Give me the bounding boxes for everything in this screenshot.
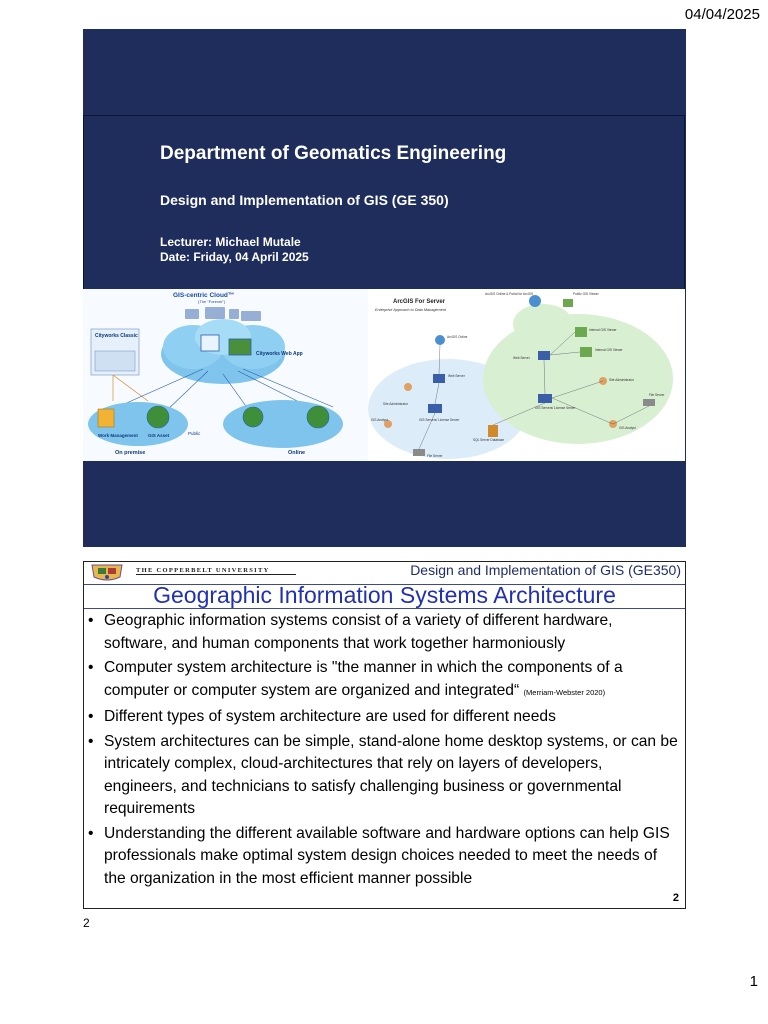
arcgis-label-1: Public GIS Viewer: [573, 292, 599, 296]
handout-slide-number: 2: [83, 916, 90, 930]
arcgis-label-12: SQL Server Database: [473, 438, 505, 442]
bullet-item: • Different types of system architecture are used for different needs: [88, 706, 678, 729]
university-crest-icon: [88, 563, 126, 583]
cloud-subtitle: (The "Forever"): [198, 299, 226, 304]
arcgis-label-6: Web Server: [513, 356, 530, 360]
citation: (Merriam-Webster 2020): [523, 687, 606, 697]
arcgis-subtitle: Enterprise Approach to Data Management: [375, 308, 446, 312]
gis-asset-label: GIS Asset: [148, 433, 170, 438]
arcgis-label-5: Internal GIS Viewer: [595, 348, 623, 352]
online-label: Online: [288, 450, 306, 456]
arcgis-label-2: ArcGIS Online: [447, 335, 468, 339]
title-divider: [84, 608, 685, 609]
arcgis-label-8: Site Administrator: [609, 378, 634, 382]
arcgis-label-9: GIS Servers/ License Server: [419, 418, 460, 422]
architecture-figure-svg: [83, 289, 685, 461]
arcgis-label-3: Internal GIS Viewer: [589, 328, 617, 332]
cloud-title: GIS-centric Cloud™: [173, 292, 235, 299]
architecture-slide: [83, 561, 686, 909]
arcgis-label-15: File Server: [427, 454, 443, 458]
cityworks-classic-label: Cityworks Classic: [95, 333, 138, 339]
bullet-item: • Understanding the different available software and hardware options can help GIS professionals make optimal system design choices needed to meet the needs of the organization in the most efficient manner possible: [88, 823, 678, 891]
course-subtitle: Design and Implementation of GIS (GE 350): [160, 192, 449, 208]
on-premise-label: On premise: [115, 450, 146, 456]
arcgis-server-diagram: [368, 289, 685, 461]
course-header: Design and Implementation of GIS (GE350): [410, 562, 681, 578]
department-title: Department of Geomatics Engineering: [160, 143, 507, 164]
page-number: 1: [749, 973, 758, 990]
arcgis-label-7: Site Administrator: [383, 402, 408, 406]
title-slide: [83, 29, 686, 547]
lecturer-info: [160, 235, 309, 265]
cityworks-web-label: Cityworks Web App: [256, 351, 303, 357]
university-name: THE COPPERBELT UNIVERSITY: [136, 567, 270, 574]
bullet-item: • System architectures can be simple, stand-alone home desktop systems, or can be intricately complex, cloud-architectures that rely on layers of developers, engineers, and technicians to satisfy challenging business or governmental requirements: [88, 731, 678, 821]
arcgis-title: ArcGIS For Server: [393, 299, 446, 305]
arcgis-label-11: GIS Servers/ License Server: [535, 406, 576, 410]
bullet-item: • Geographic information systems consist of a variety of different hardware, software, and human components that work together harmoniously: [88, 610, 678, 655]
lecture-date: Date: Friday, 04 April 2025: [160, 250, 309, 264]
lecturer-name: Lecturer: Michael Mutale: [160, 235, 301, 249]
slide-number: 2: [672, 892, 679, 904]
bullet-list: [88, 610, 678, 892]
arcgis-label-14: GIS Analyst: [619, 426, 636, 430]
architecture-figures: [83, 289, 685, 461]
work-mgmt-label: Work Management: [98, 433, 138, 438]
slide-title: Geographic Information Systems Architecture: [153, 582, 616, 608]
arcgis-label-10: GIS Analyst: [371, 418, 388, 422]
arcgis-label-0: ArcGIS Online & Portal for ArcGIS: [485, 292, 534, 296]
bullet-item: • Computer system architecture is "the manner in which the components of a computer or computer system are organized and integrated“ (Merriam-Webster 2020): [88, 657, 678, 704]
arcgis-label-13: File Server: [649, 393, 665, 397]
university-underline: [136, 574, 296, 575]
arcgis-label-4: Web Server: [448, 374, 465, 378]
print-date: 04/04/2025: [684, 6, 760, 23]
public-label: Public: [188, 431, 201, 436]
gis-centric-cloud-diagram: [83, 289, 368, 461]
